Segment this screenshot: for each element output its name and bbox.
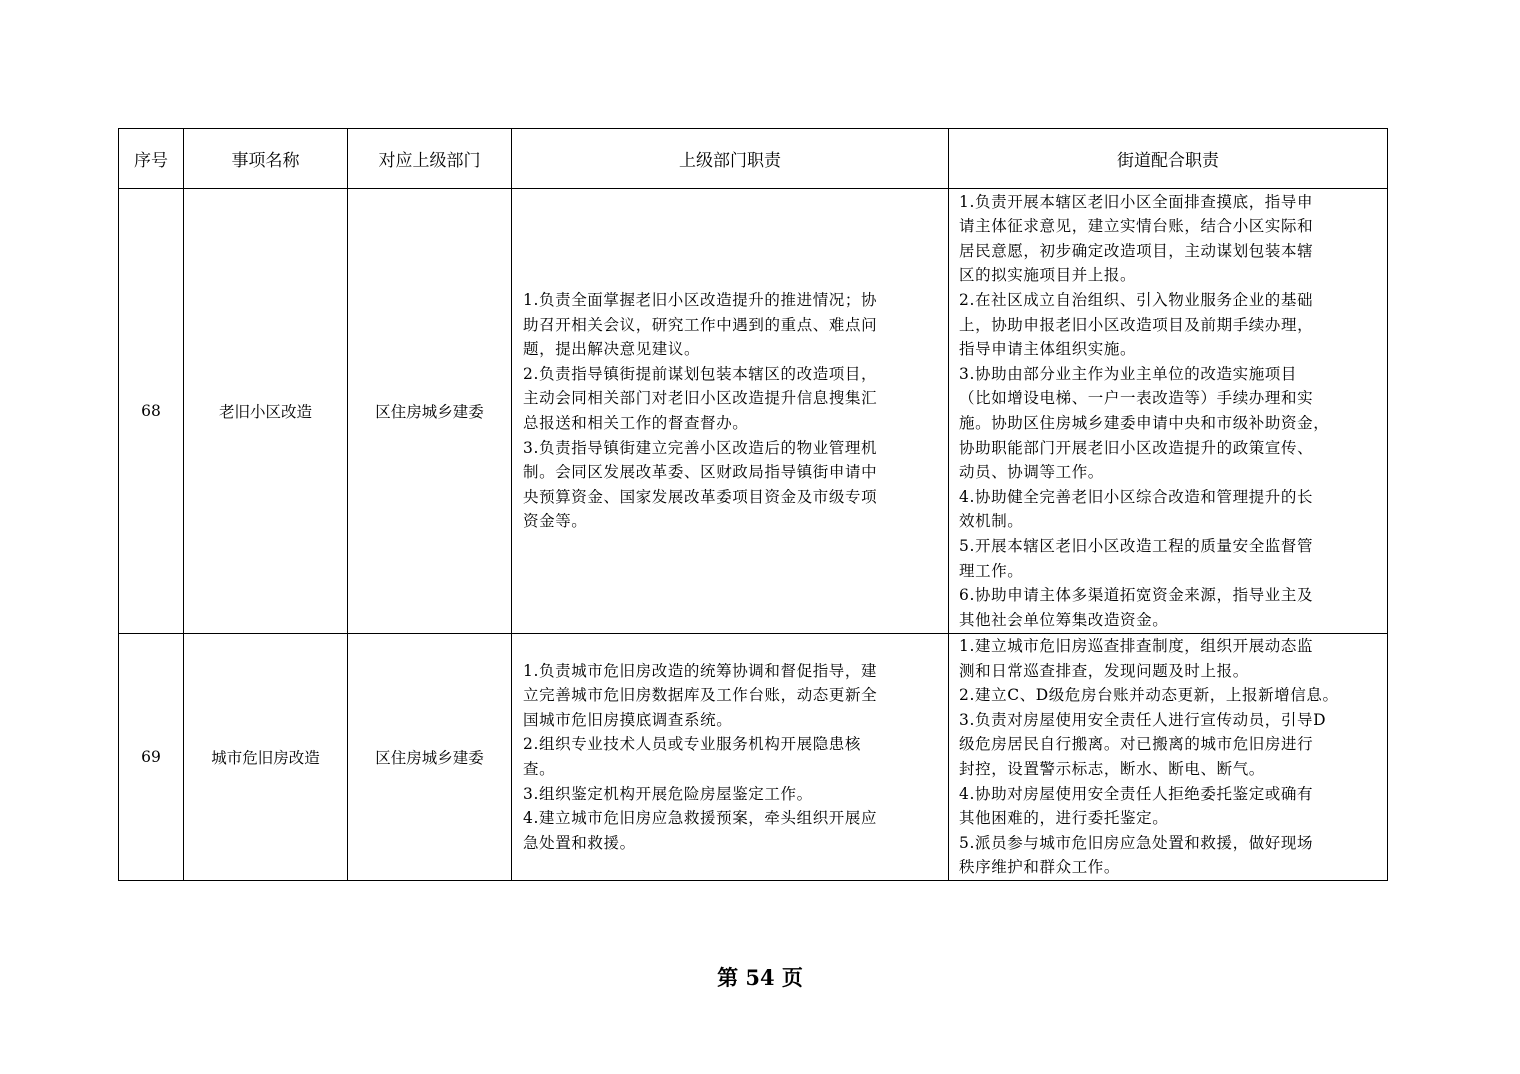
duty-line: 助召开相关会议，研究工作中遇到的重点、难点问 [523, 315, 878, 334]
duty-line: 动员、协调等工作。 [959, 463, 1104, 482]
duty-line: 理工作。 [959, 561, 1024, 580]
table-row [119, 189, 1388, 634]
row-index: 69 [119, 634, 184, 881]
duty-line: 3.负责指导镇街建立完善小区改造后的物业管理机 [523, 438, 878, 457]
duty-line: 制。会同区发展改革委、区财政局指导镇街申请中 [523, 463, 878, 482]
duty-line: 2.在社区成立自治组织、引入物业服务企业的基础 [959, 291, 1314, 310]
row-index: 68 [119, 189, 184, 634]
duty-line: 其他社会单位筹集改造资金。 [959, 610, 1169, 629]
duty-line: 请主体征求意见，建立实情台账，结合小区实际和 [959, 217, 1314, 236]
table-header-row [119, 129, 1388, 189]
duty-line: 2.负责指导镇街提前谋划包装本辖区的改造项目， [523, 364, 878, 383]
duty-line: 总报送和相关工作的督查督办。 [523, 414, 749, 432]
row-item-name: 老旧小区改造 [184, 189, 348, 634]
duty-line: 3.负责对房屋使用安全责任人进行宣传动员，引导D [959, 710, 1327, 729]
duty-line: 施。协助区住房城乡建委申请中央和市级补助资金， [959, 414, 1330, 432]
duty-line: 封控，设置警示标志，断水、断电、断气。 [959, 759, 1265, 778]
header-dept-duties: 上级部门职责 [512, 129, 949, 189]
duty-line: 测和日常巡查排查，发现问题及时上报。 [959, 661, 1249, 680]
duty-line: 1.负责全面掌握老旧小区改造提升的推进情况；协 [523, 291, 878, 310]
duty-line: 4.建立城市危旧房应急救援预案，牵头组织开展应 [523, 809, 878, 828]
duty-line: 2.组织专业技术人员或专业服务机构开展隐患核 [523, 735, 861, 754]
header-index: 序号 [119, 129, 184, 189]
duty-line: 上，协助申报老旧小区改造项目及前期手续办理， [959, 315, 1314, 334]
duty-line: 3.协助由部分业主作为业主单位的改造实施项目 [959, 364, 1297, 383]
duty-line: 查。 [523, 759, 556, 778]
duty-line: 指导申请主体组织实施。 [959, 340, 1137, 359]
duty-line: 效机制。 [959, 512, 1024, 531]
header-street-duties: 街道配合职责 [949, 129, 1388, 189]
duty-line: 其他困难的，进行委托鉴定。 [959, 809, 1169, 828]
row-dept-duties [512, 189, 949, 634]
duty-line: 协助职能部门开展老旧小区改造提升的政策宣传、 [959, 438, 1314, 457]
duty-line: 资金等。 [523, 512, 588, 531]
duty-line: 3.组织鉴定机构开展危险房屋鉴定工作。 [523, 784, 813, 803]
duty-line: 立完善城市危旧房数据库及工作台账，动态更新全 [523, 686, 878, 705]
header-department: 对应上级部门 [348, 129, 512, 189]
row-street-duties [949, 189, 1388, 634]
duty-line: 急处置和救援。 [523, 833, 636, 852]
table-row [119, 634, 1388, 881]
header-item-name: 事项名称 [184, 129, 348, 189]
row-street-duties [949, 634, 1388, 881]
row-item-name: 城市危旧房改造 [184, 634, 348, 881]
duty-line: （比如增设电梯、一户一表改造等）手续办理和实 [959, 389, 1314, 408]
duty-line: 居民意愿，初步确定改造项目，主动谋划包装本辖 [959, 241, 1314, 260]
duty-line: 主动会同相关部门对老旧小区改造提升信息搜集汇 [523, 389, 878, 408]
duty-line: 国城市危旧房摸底调查系统。 [523, 710, 733, 729]
duty-line: 央预算资金、国家发展改革委项目资金及市级专项 [523, 487, 878, 506]
duty-line: 6.协助申请主体多渠道拓宽资金来源，指导业主及 [959, 586, 1314, 605]
duty-line: 4.协助健全完善老旧小区综合改造和管理提升的长 [959, 487, 1314, 506]
duty-line: 4.协助对房屋使用安全责任人拒绝委托鉴定或确有 [959, 784, 1314, 803]
row-department: 区住房城乡建委 [348, 189, 512, 634]
duty-line: 题，提出解决意见建议。 [523, 340, 701, 359]
duty-table [118, 128, 1388, 881]
duty-line: 1.建立城市危旧房巡查排查制度，组织开展动态监 [959, 637, 1314, 655]
page-number: 第 54 页 [717, 965, 803, 990]
duty-line: 2.建立C、D级危房台账并动态更新，上报新增信息。 [959, 686, 1339, 705]
duty-line: 级危房居民自行搬离。对已搬离的城市危旧房进行 [959, 735, 1314, 754]
duty-line: 1.负责开展本辖区老旧小区全面排查摸底，指导申 [959, 192, 1314, 211]
duty-line: 5.开展本辖区老旧小区改造工程的质量安全监督管 [959, 536, 1314, 555]
row-department: 区住房城乡建委 [348, 634, 512, 881]
duty-line: 5.派员参与城市危旧房应急处置和救援，做好现场 [959, 833, 1314, 852]
row-dept-duties [512, 634, 949, 881]
duty-line: 1.负责城市危旧房改造的统筹协调和督促指导，建 [523, 661, 878, 680]
duty-line: 秩序维护和群众工作。 [959, 858, 1121, 877]
duty-line: 区的拟实施项目并上报。 [959, 266, 1137, 285]
